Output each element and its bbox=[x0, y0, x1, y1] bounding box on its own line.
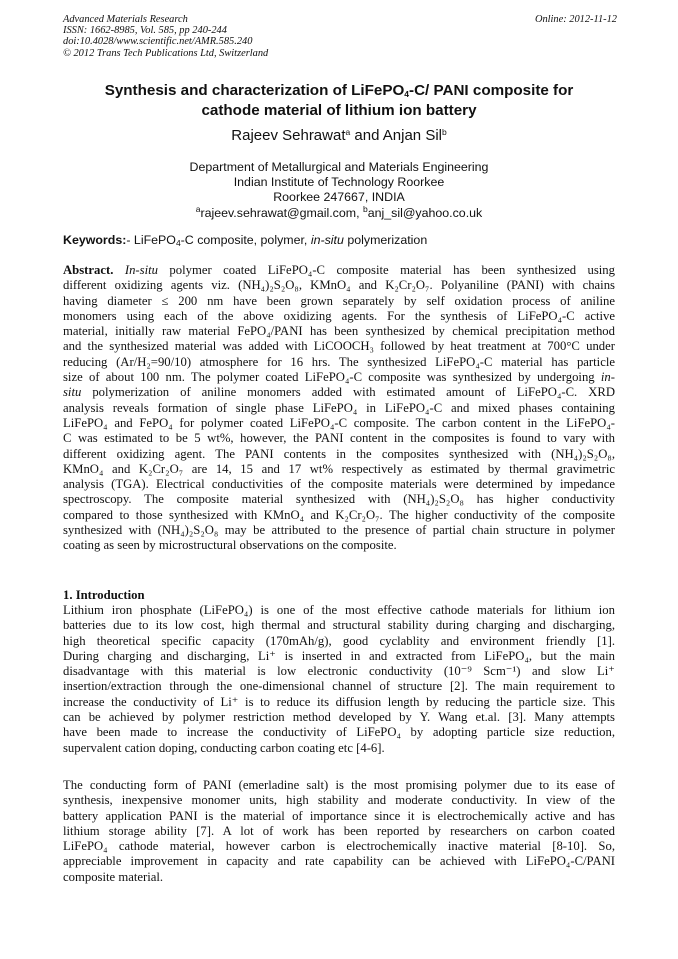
copyright-line: © 2012 Trans Tech Publications Ltd, Switzerland bbox=[63, 47, 269, 59]
email-link-b[interactable]: anj_sil@yahoo.co.uk bbox=[367, 205, 483, 220]
issn-line: ISSN: 1662-8985, Vol. 585, pp 240-244 bbox=[63, 25, 227, 37]
intro-paragraph-1: Lithium iron phosphate (LiFePO₄) is one of the most effective cathode materials for lithium ion batteries due to its low cost, high thermal and structural stability during charging and discharging, high theoretical specific capacity (170mAh/g), good cyclablity and environment friendly [1]. During charging and discharging, Li⁺ is inserted in and extracted from LiFePO₄, but the main disadvantage with this material is low electronic conductivity (10⁻⁹ Scm⁻¹) and slow Li⁺ insertion/extraction through the one-dimensional channel of structure [2]. The main requirement to increase the conductivity of Li⁺ is to reduce its diffusion length by reducing the particle size. This can be achieved by polymer restriction method developed by Y. Wang et.al. [3]. Many attempts have been made to increase the conductivity of LiFePO₄ by adopting particle size reduction, supervalent cation doping, conducting carbon coating etc [4-6]. bbox=[63, 603, 615, 755]
author-2: Anjan Sil bbox=[382, 127, 442, 144]
keywords: Keywords:- LiFePO$_4$-C composite, polymer, in-situ polymerization bbox=[63, 233, 428, 248]
journal-name: Advanced Materials Research bbox=[63, 14, 188, 25]
institute: Indian Institute of Technology Roorkee bbox=[233, 175, 445, 190]
paper-title: Synthesis and characterization of LiFePO$_4$-C/ PANI composite for cathode material of lithium ion battery bbox=[104, 82, 574, 119]
author-1: Rajeev Sehrawat bbox=[231, 127, 346, 144]
email-link-a[interactable]: rajeev.sehrawat@gmail.com, bbox=[200, 205, 363, 220]
abstract-label: Abstract. bbox=[63, 263, 114, 277]
affiliation bbox=[63, 160, 615, 221]
keywords-label: Keywords: bbox=[63, 233, 127, 247]
doi-line: doi:10.4028/www.scientific.net/AMR.585.240 bbox=[63, 36, 253, 48]
running-header bbox=[63, 14, 617, 59]
department: Department of Metallurgical and Materials Engineering bbox=[189, 160, 489, 174]
city: Roorkee 247667, INDIA bbox=[273, 190, 405, 205]
section-heading-introduction: 1. Introduction bbox=[63, 588, 145, 602]
abstract: Abstract. In-situ polymer coated LiFePO₄-C composite material has been synthesized using different oxidizing agents viz. (NH₄)₂S₂O₈, KMnO₄ and K₂Cr₂O₇. Polyaniline (PANI) with chains having diameter ≤ 200 nm have been grown separately by self oxidation process of aniline monomers using each of the above oxidizing agents. For the synthesis of LiFePO₄-C active material, initially raw material FePO₄/PANI has been synthesized by chemical precipitation method and the synthesized material was added with LiCOOCH₃ followed by heat treatment at 700°C under reducing (Ar/H₂=90/10) atmosphere for 16 hrs. The synthesized LiFePO₄-C material has particle size of about 100 nm. The polymer coated LiFePO₄-C composite was synthesized by undergoing in- situ polymerization of aniline monomers added with estimated amount of LiFePO₄-C. XRD analysis reveals formation of single phase LiFePO₄ in LiFePO₄-C and mixed phases containing LiFePO₄ and FePO₄ for polymer coated LiFePO₄-C composite. The carbon content in the LiFePO₄- C was estimated to be 5 wt%, however, the PANI content in the composites is found to vary with different oxidizing agent. The PANI contents in the composites synthesized with (NH₄)₂S₂O₈, KMnO₄ and K₂Cr₂O₇ are 14, 15 and 17 wt% respectively as estimated by thermal gravimetric analysis (TGA). Electrical conductivities of the composite materials were determined by impedance spectroscopy. The composite material synthesized with (NH₄)₂S₂O₈ has higher conductivity compared to those synthesized with KMnO₄ and K₂Cr₂O₇. The higher conductivity of the composite synthesized with (NH₄)₂S₂O₈ may be attributed to the presence of partial chain structure in polymer coating as seen by microstructural observations on the composite. bbox=[63, 263, 615, 553]
author-list: Rajeev Sehrawat$^a$ and Anjan Sil$^b$ bbox=[231, 127, 447, 144]
intro-paragraph-2: The conducting form of PANI (emerladine salt) is the most promising polymer due to its ease of synthesis, inexpensive monomer units, high stability and moderate conductivity. In view of the battery application PANI is the material of importance since it is electrochemically active and has lithium storage ability [7]. A lot of work has been reported by researchers on carbon coated LiFePO₄ cathode material, however carbon is electrochemically inactive material [8-10]. So, appreciable improvement in capacity and rate capability can be achieved with LiFePO₄-C/PANI composite material. bbox=[63, 778, 615, 884]
emails: $^a$rajeev.sehrawat@gmail.com, $^b$anj_sil@yahoo.co.uk bbox=[195, 203, 483, 220]
online-date: Online: 2012-11-12 bbox=[534, 14, 617, 25]
